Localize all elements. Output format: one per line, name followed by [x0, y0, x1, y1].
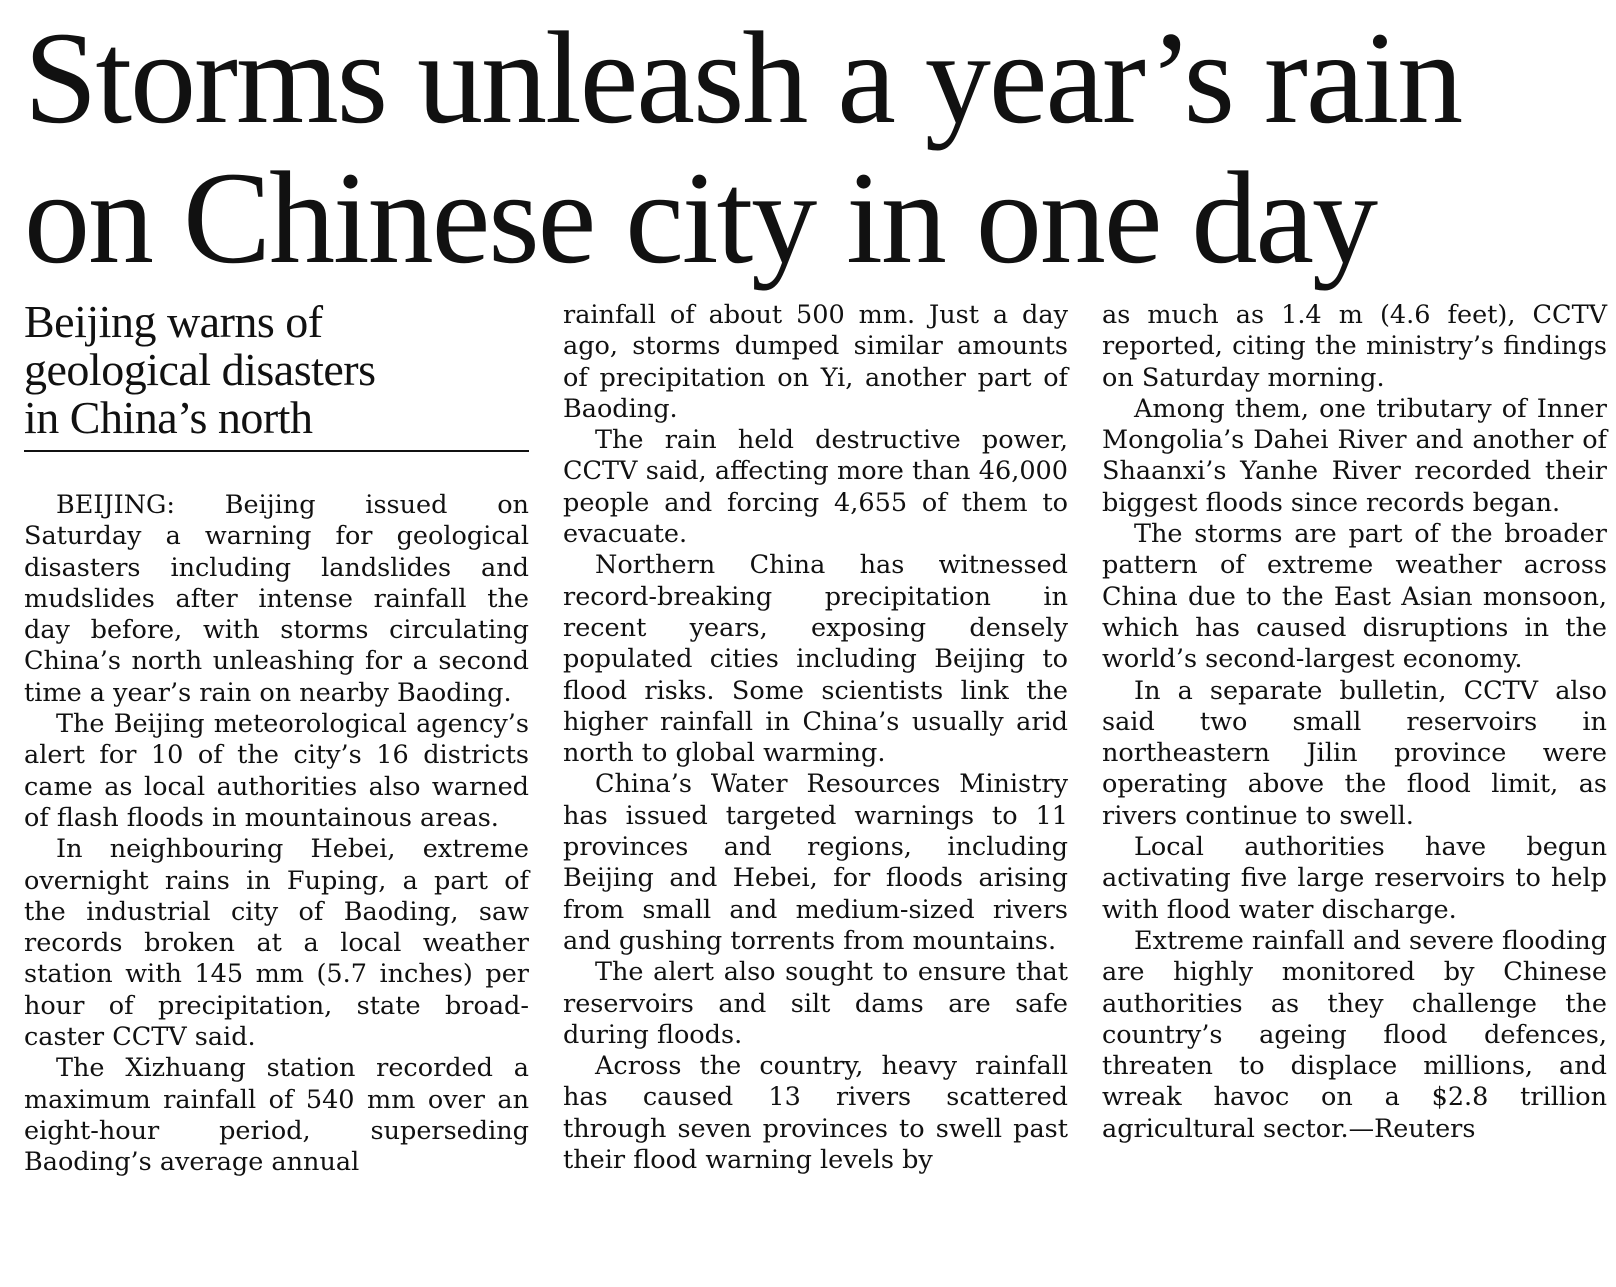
paragraph: In neighbouring Hebei, extreme overnight rains in Fuping, a part of the industrial city of Baoding, saw records broken at a local weather station with 145 mm (5.7 inches) per hour of precipitation, state broadcaster CCTV said.: [24, 834, 529, 1053]
paragraph: The Beijing meteorological agency’s alert for 10 of the city’s 16 districts came as local authorities also warned of flash floods in mountainous areas.: [24, 709, 529, 833]
paragraph-dateline: BEIJING: Beijing issued on Saturday a warning for geological disasters including landslides and mudslides after intense rainfall the day before, with storms circulating China’s north unleashing for a second time a year’s rain on nearby Baoding.: [24, 490, 529, 708]
paragraph: China’s Water Resources Ministry has issued targeted warnings to 11 provinces and regions, including Beijing and Hebei, for floods arising from small and medium-sized rivers and gushing torrents from mountains.: [563, 769, 1068, 956]
subheadline: [24, 298, 529, 452]
article-column-2: [563, 300, 1068, 1176]
paragraph: The storms are part of the broader pattern of extreme weather across China due to the East Asian monsoon, which has caused disruptions in the world’s second-largest economy.: [1102, 519, 1607, 675]
paragraph: Northern China has witnessed record-breaking precipitation in recent years, exposing densely populated cities including Beijing to flood risks. Some scientists link the higher rainfall in China’s usually arid north to global warming.: [563, 550, 1068, 769]
headline-line-1: Storms unleash a year’s rain: [24, 4, 1462, 151]
paragraph-byline: Extreme rainfall and severe flooding are highly monitored by Chinese authorities as they challenge the country’s ageing flood defences, threaten to displace millions, and wreak havoc on a $2.8 trillion agricultural sector.—Reuters: [1102, 925, 1607, 1144]
paragraph: Among them, one tributary of Inner Mongolia’s Dahei River and another of Shaanxi’s Yanhe River recorded their biggest floods since records began.: [1102, 393, 1607, 518]
subheadline-line-2: geological disasters: [24, 344, 376, 395]
paragraph-continued: rainfall of about 500 mm. Just a day ago, storms dumped similar amounts of precipitation on Yi, another part of Baoding.: [563, 300, 1068, 424]
headline-line-2: on Chinese city in one day: [24, 144, 1377, 291]
paragraph: In a separate bulletin, CCTV also said two small reservoirs in northeastern Jilin province were operating above the flood limit, as rivers continue to swell.: [1102, 675, 1607, 831]
paragraph-continued: as much as 1.4 m (4.6 feet), CCTV reported, citing the ministry’s findings on Saturday morning.: [1102, 300, 1607, 393]
paragraph: The Xizhuang station recorded a maximum rainfall of 540 mm over an eight-hour period, superseding Baoding’s average annual: [24, 1053, 529, 1178]
spacer: [24, 458, 529, 490]
paragraph: The alert also sought to ensure that reservoirs and silt dams are safe during floods.: [563, 957, 1068, 1050]
subheadline-line-1: Beijing warns of: [24, 296, 323, 347]
article-column-3: [1102, 300, 1607, 1145]
headline: [24, 4, 1594, 291]
article-column-1: [24, 298, 529, 1179]
paragraph: Across the country, heavy rainfall has caused 13 rivers scattered through seven provinces to swell past their flood warning levels by: [563, 1051, 1068, 1176]
paragraph: The rain held destructive power, CCTV said, affecting more than 46,000 people and forcing 4,655 of them to evacuate.: [563, 425, 1068, 550]
paragraph: Local authorities have begun activating five large reservoirs to help with flood water discharge.: [1102, 832, 1607, 925]
subheadline-line-3: in China’s north: [24, 392, 313, 443]
